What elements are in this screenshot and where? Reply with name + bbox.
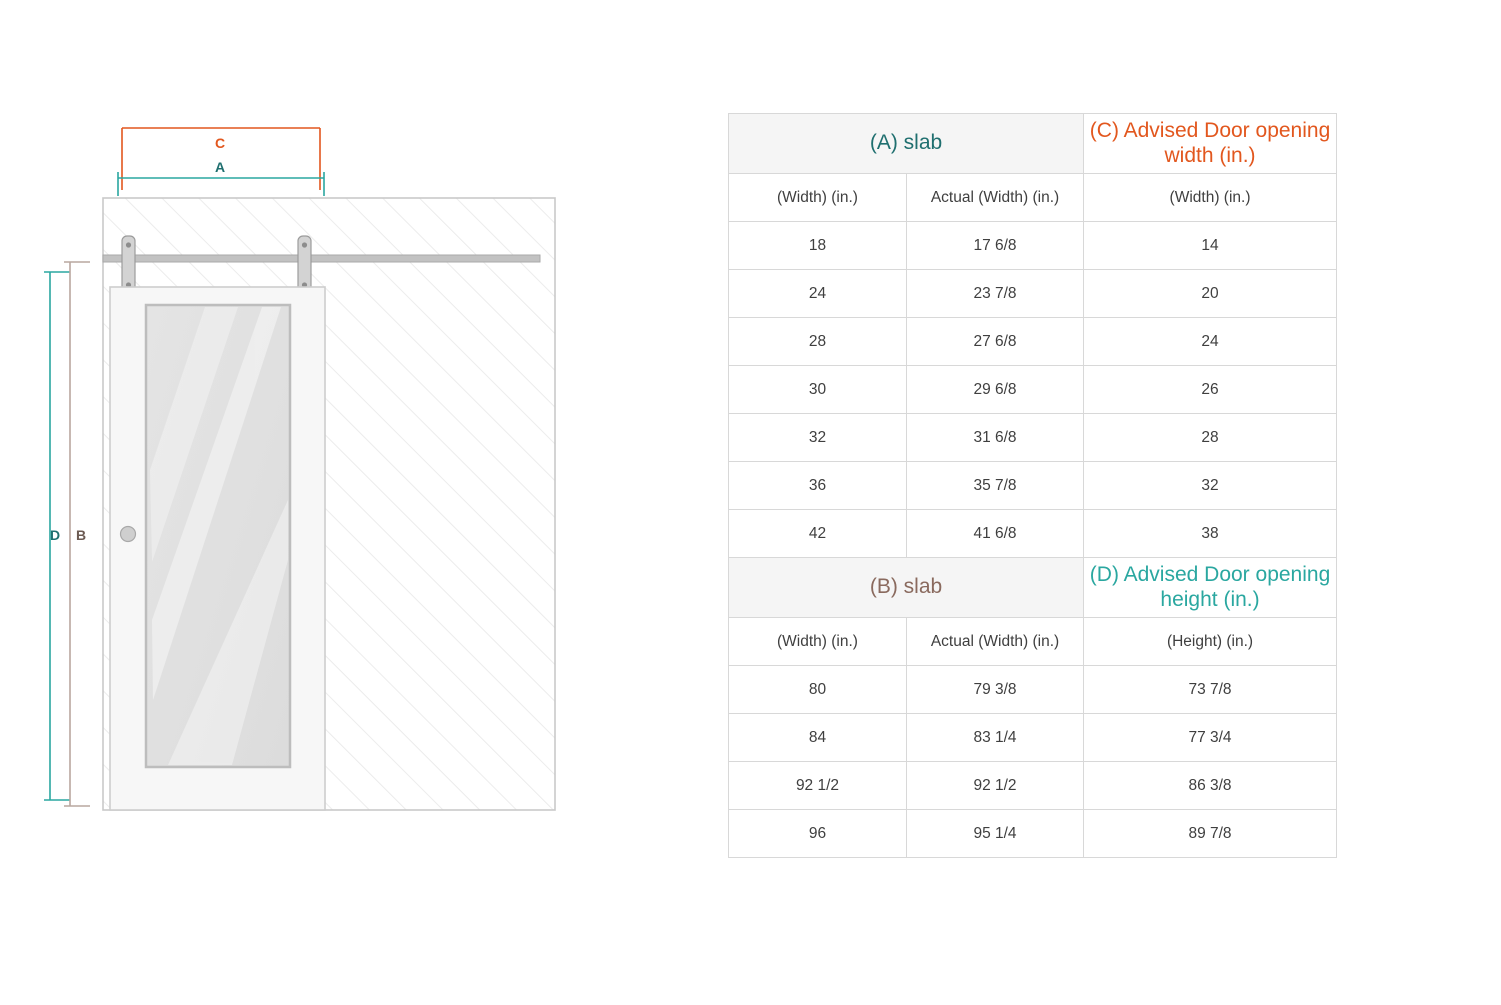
cell-c-width: 26 (1084, 366, 1337, 414)
group-title-c (1084, 114, 1337, 174)
group-b-text: slab (897, 575, 943, 599)
door-slab (110, 287, 325, 810)
col-header-a-actual: Actual (Width) (in.) (907, 174, 1084, 222)
cell-c-width: 20 (1084, 270, 1337, 318)
col-header-a-width: (Width) (in.) (729, 174, 907, 222)
group-a-text: slab (897, 131, 943, 155)
table-row (729, 762, 1337, 810)
cell-c-width: 28 (1084, 414, 1337, 462)
dimension-d-label: D (49, 527, 61, 543)
dimension-a (118, 172, 324, 196)
cell-c-width: 24 (1084, 318, 1337, 366)
door-size-table (728, 113, 1337, 858)
col-header-b-actual: Actual (Width) (in.) (907, 618, 1084, 666)
dimension-b-label: B (75, 527, 87, 543)
group-header-b-d (729, 558, 1337, 618)
cell-a-width: 42 (729, 510, 907, 558)
cell-b-width: 96 (729, 810, 907, 858)
cell-d-height: 89 7/8 (1084, 810, 1337, 858)
cell-a-width: 36 (729, 462, 907, 510)
group-title-d (1084, 558, 1337, 618)
cell-b-width: 84 (729, 714, 907, 762)
cell-a-actual: 27 6/8 (907, 318, 1084, 366)
table-row (729, 810, 1337, 858)
table-row (729, 318, 1337, 366)
cell-a-width: 24 (729, 270, 907, 318)
door-handle (121, 527, 136, 542)
group-c-text: Advised Door opening width (in.) (1118, 119, 1331, 167)
group-a-prefix: (A) (869, 131, 898, 155)
cell-d-height: 77 3/4 (1084, 714, 1337, 762)
cell-d-height: 86 3/8 (1084, 762, 1337, 810)
group-b-prefix: (B) (869, 575, 898, 599)
col-header-b-width: (Width) (in.) (729, 618, 907, 666)
cell-b-actual: 83 1/4 (907, 714, 1084, 762)
cell-d-height: 73 7/8 (1084, 666, 1337, 714)
sliding-track (103, 255, 540, 262)
dimension-a-label: A (214, 159, 226, 175)
dimension-c-label: C (214, 135, 226, 151)
group-title-b (729, 558, 1084, 618)
cell-a-actual: 41 6/8 (907, 510, 1084, 558)
group-c-prefix: (C) (1089, 119, 1119, 143)
door-diagram-svg (0, 0, 700, 1000)
cell-a-width: 28 (729, 318, 907, 366)
cell-c-width: 38 (1084, 510, 1337, 558)
cell-a-actual: 23 7/8 (907, 270, 1084, 318)
group-header-a-c (729, 114, 1337, 174)
column-headers-b-d (729, 618, 1337, 666)
col-header-d-height: (Height) (in.) (1084, 618, 1337, 666)
group-d-prefix: (D) (1089, 563, 1119, 587)
table-row (729, 666, 1337, 714)
cell-b-width: 80 (729, 666, 907, 714)
door-dimension-diagram (0, 0, 700, 1000)
table-row (729, 714, 1337, 762)
cell-a-actual: 31 6/8 (907, 414, 1084, 462)
cell-a-width: 18 (729, 222, 907, 270)
cell-c-width: 14 (1084, 222, 1337, 270)
cell-b-actual: 92 1/2 (907, 762, 1084, 810)
cell-b-width: 92 1/2 (729, 762, 907, 810)
table-row (729, 510, 1337, 558)
table-row (729, 222, 1337, 270)
cell-a-actual: 35 7/8 (907, 462, 1084, 510)
table-row (729, 270, 1337, 318)
cell-c-width: 32 (1084, 462, 1337, 510)
cell-b-actual: 79 3/8 (907, 666, 1084, 714)
cell-a-width: 30 (729, 366, 907, 414)
cell-b-actual: 95 1/4 (907, 810, 1084, 858)
table-row (729, 366, 1337, 414)
door-hanger-left (122, 236, 135, 294)
table-body (729, 114, 1337, 858)
door-hanger-right (298, 236, 311, 294)
group-title-a (729, 114, 1084, 174)
table-row (729, 462, 1337, 510)
col-header-c-width: (Width) (in.) (1084, 174, 1337, 222)
table-row (729, 414, 1337, 462)
group-d-text: Advised Door opening height (in.) (1118, 563, 1331, 611)
cell-a-actual: 29 6/8 (907, 366, 1084, 414)
cell-a-width: 32 (729, 414, 907, 462)
column-headers-a-c (729, 174, 1337, 222)
cell-a-actual: 17 6/8 (907, 222, 1084, 270)
